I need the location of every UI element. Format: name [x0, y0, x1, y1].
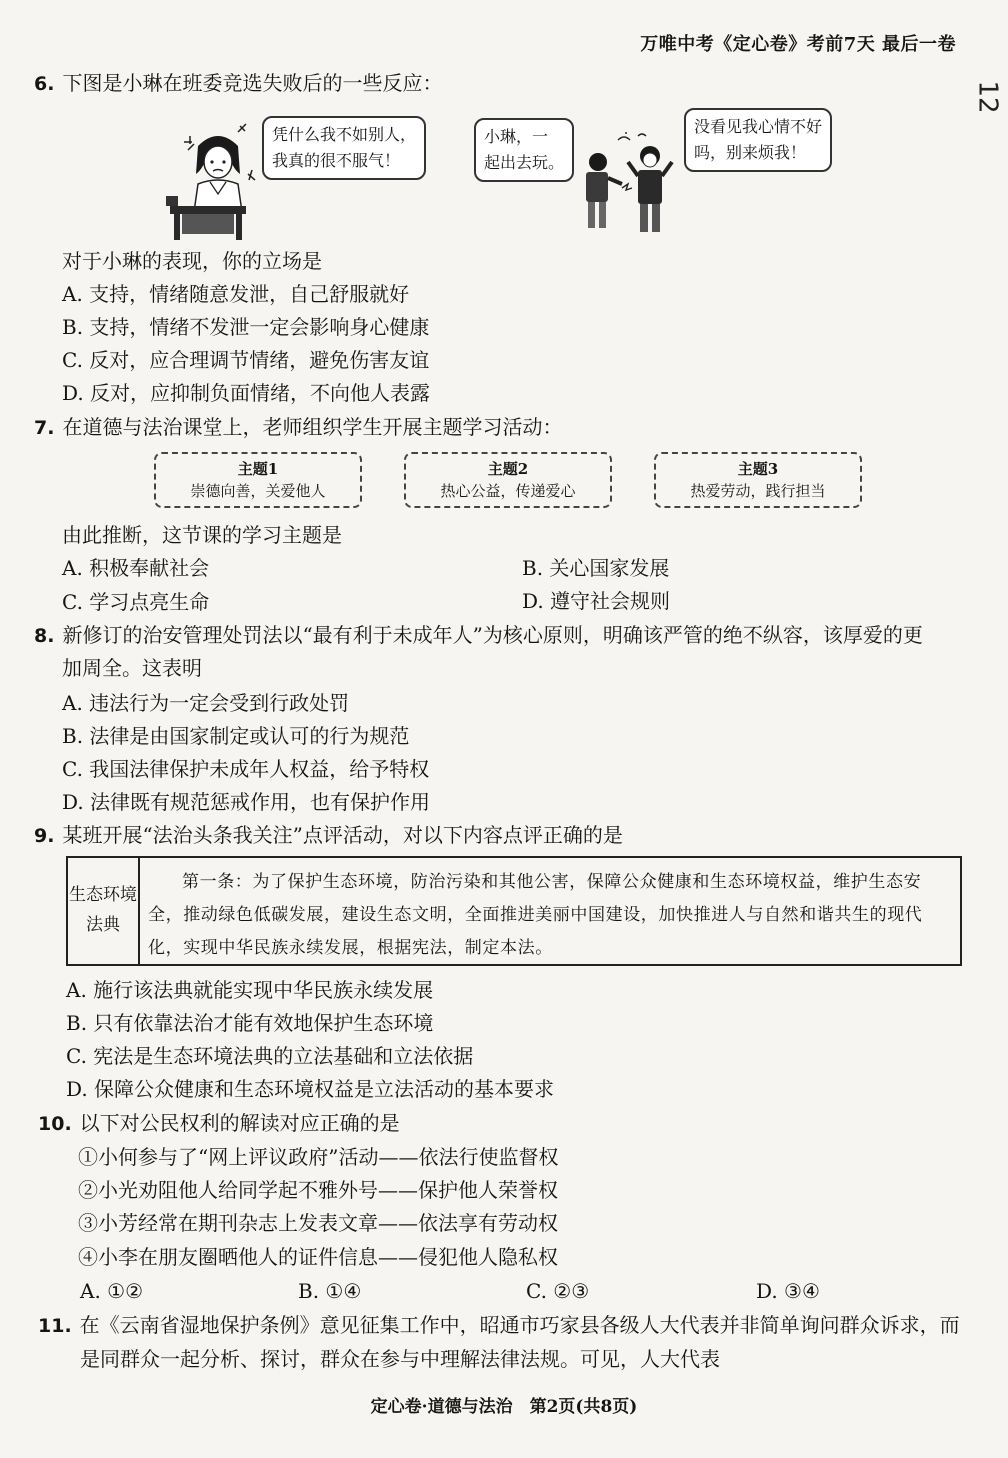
- bubble1-line2: 我真的很不服气！: [272, 151, 401, 170]
- q10-option-c: C. ②③: [526, 1279, 590, 1303]
- q7-topic-2-title: 主题2: [487, 460, 529, 478]
- q7-option-a: A. 积极奉献社会: [62, 556, 210, 580]
- q7-topic-1-title: 主题1: [237, 460, 279, 478]
- q6-question: 对于小琳的表现，你的立场是: [62, 249, 322, 273]
- q7-topic-1: [154, 452, 362, 508]
- q7-topic-1-text: 崇德向善，关爱他人: [190, 482, 326, 500]
- q6-stem: [34, 68, 442, 99]
- q6-option-c: C. 反对，应合理调节情绪，避免伤害友谊: [62, 348, 430, 372]
- girl-at-desk-illustration: [160, 112, 260, 242]
- q10-number: 10.: [38, 1113, 72, 1135]
- bubble3-line1: 没看见我心情不好: [694, 117, 823, 136]
- q10-item-2: ②小光劝阻他人给同学起不雅外号——保护他人荣誉权: [78, 1178, 558, 1202]
- q7-topic-3-text: 热爱劳动，践行担当: [690, 482, 826, 500]
- bubble1-line1: 凭什么我不如别人，: [272, 125, 417, 144]
- q7-option-c: C. 学习点亮生命: [62, 590, 210, 614]
- q8-option-d: D. 法律既有规范惩戒作用，也有保护作用: [62, 790, 431, 814]
- q10-item-1: ①小何参与了“网上评议政府”活动——依法行使监督权: [78, 1145, 559, 1169]
- q10-item-4: ④小李在朋友圈晒他人的证件信息——侵犯他人隐私权: [78, 1245, 558, 1269]
- bubble2-line2: 起出去玩。: [484, 153, 565, 172]
- q11-stem-line2: 是同群众一起分析、探讨，群众在参与中理解法律法规。可见，人大代表: [80, 1347, 720, 1371]
- q9-option-b: B. 只有依靠法治才能有效地保护生态环境: [66, 1011, 434, 1035]
- q11-number: 11.: [38, 1315, 72, 1337]
- side-page-mark: 12: [972, 80, 1003, 114]
- q7-topic-3-title: 主题3: [737, 460, 779, 478]
- q9-stem: [34, 820, 623, 851]
- q7-stem: [34, 412, 562, 443]
- q10-option-d: D. ③④: [756, 1279, 820, 1303]
- q9-number: 9.: [34, 825, 55, 847]
- q7-topic-2: [404, 452, 612, 508]
- q6-number: 6.: [34, 73, 55, 95]
- q7-topic-3: [654, 452, 862, 508]
- q9-option-c: C. 宪法是生态环境法典的立法基础和立法依据: [66, 1044, 474, 1068]
- q8-option-c: C. 我国法律保护未成年人权益，给予特权: [62, 757, 430, 781]
- q6-option-b: B. 支持，情绪不发泄一定会影响身心健康: [62, 315, 430, 339]
- q7-topic-2-text: 热心公益，传递爱心: [440, 482, 576, 500]
- q7-question: 由此推断，这节课的学习主题是: [62, 523, 342, 547]
- q10-stem: [38, 1108, 400, 1139]
- q6-option-d: D. 反对，应抑制负面情绪，不向他人表露: [62, 381, 431, 405]
- q8-stem-line2: 加周全。这表明: [62, 656, 202, 680]
- q10-option-b: B. ①④: [298, 1279, 362, 1303]
- q7-option-b: B. 关心国家发展: [522, 556, 670, 580]
- bubble2-line1: 小琳，一: [484, 127, 549, 146]
- q6-speech-bubble-2: [474, 118, 574, 182]
- two-children-illustration: [574, 132, 684, 238]
- q6-option-a: A. 支持，情绪随意发泄，自己舒服就好: [62, 282, 410, 306]
- page-footer: 定心卷·道德与法治 第2页(共8页): [370, 1397, 638, 1417]
- q10-option-a: A. ①②: [80, 1279, 144, 1303]
- q7-option-d: D. 遵守社会规则: [522, 589, 671, 613]
- q8-number: 8.: [34, 625, 55, 647]
- q9-stem-text: 某班开展“法治头条我关注”点评活动，对以下内容点评正确的是: [62, 823, 623, 847]
- q9-law-table-text: 第一条：为了保护生态环境，防治污染和其他公害，保障公众健康和生态环境权益，维护生态安全，推动绿色低碳发展，建设生态文明，全面推进美丽中国建设，加快推进人与自然和谐共生的现代化，实现中华民族永续发展，根据宪法，制定本法。: [148, 872, 923, 958]
- q7-stem-text: 在道德与法治课堂上，老师组织学生开展主题学习活动：: [62, 415, 563, 439]
- q8-stem-line1: [34, 620, 923, 651]
- q9-option-a: A. 施行该法典就能实现中华民族永续发展: [66, 978, 434, 1002]
- q6-speech-bubble-3: [684, 108, 832, 172]
- q6-stem-text: 下图是小琳在班委竞选失败后的一些反应：: [62, 71, 443, 95]
- q9-law-table: [66, 856, 962, 966]
- q8-option-a: A. 违法行为一定会受到行政处罚: [62, 691, 350, 715]
- q9-option-d: D. 保障公众健康和生态环境权益是立法活动的基本要求: [66, 1077, 555, 1101]
- q8-stem-text-1: 新修订的治安管理处罚法以“最有利于未成年人”为核心原则，明确该严管的绝不纵容，该厚爱的更: [62, 623, 923, 647]
- q11-stem-text-1: 在《云南省湿地保护条例》意见征集工作中，昭通市巧家县各级人大代表并非简单询问群众诉求，而: [79, 1313, 960, 1337]
- q11-stem-line1: [38, 1310, 960, 1341]
- q6-speech-bubble-1: [262, 116, 426, 180]
- page-header-title: 万唯中考《定心卷》考前7天 最后一卷: [640, 34, 956, 55]
- q10-item-3: ③小芳经常在期刊杂志上发表文章——依法享有劳动权: [78, 1211, 558, 1235]
- bubble3-line2: 吗，别来烦我！: [694, 143, 807, 162]
- q9-law-table-head: 生态环境法典: [68, 858, 140, 964]
- q8-option-b: B. 法律是由国家制定或认可的行为规范: [62, 724, 410, 748]
- q10-stem-text: 以下对公民权利的解读对应正确的是: [79, 1111, 400, 1135]
- q7-number: 7.: [34, 417, 55, 439]
